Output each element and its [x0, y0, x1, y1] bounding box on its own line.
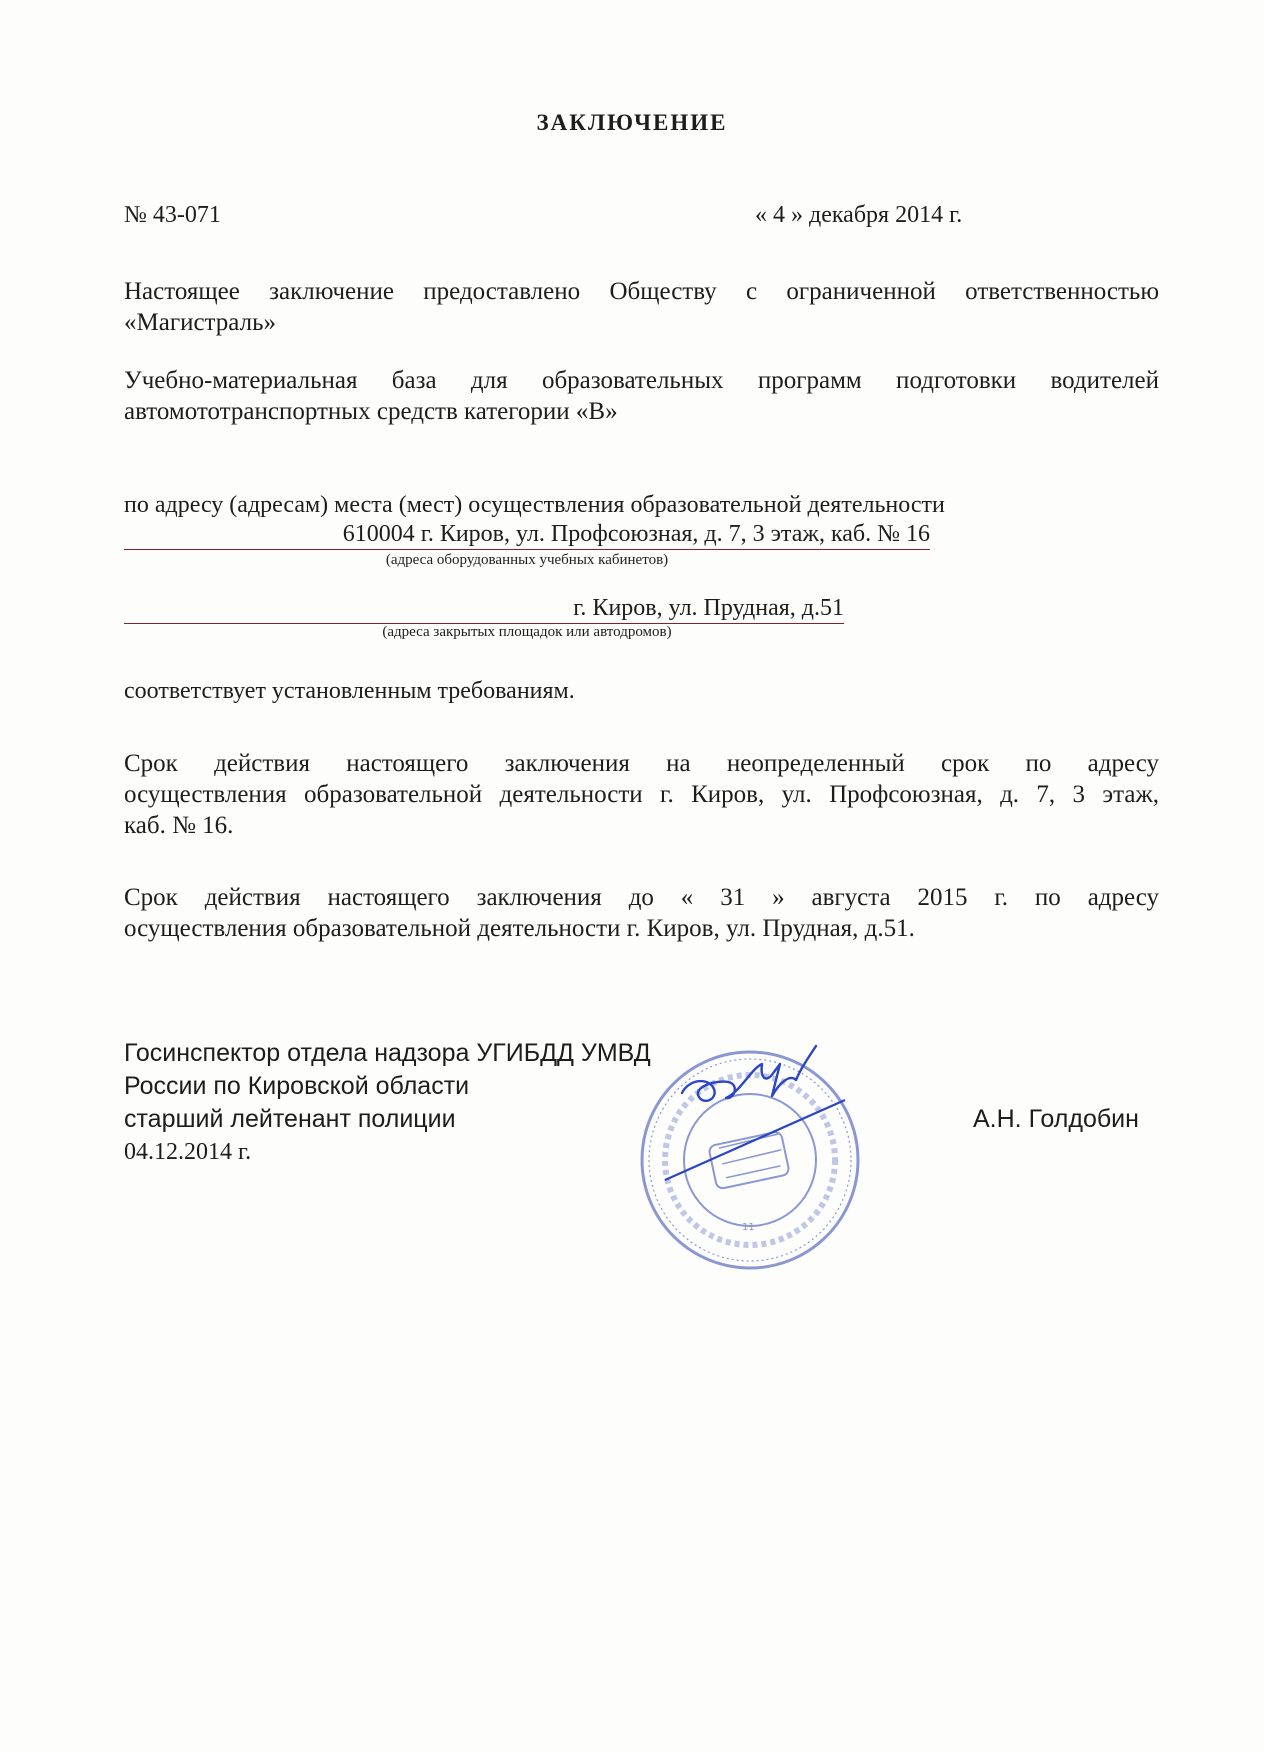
address-classrooms-caption: (адреса оборудованных учебных кабинетов) — [385, 552, 669, 568]
address-classrooms: 610004 г. Киров, ул. Профсоюзная, д. 7, 3 этаж, каб. № 16 — [124, 519, 930, 550]
validity-2-line1: Срок действия настоящего заключения до « 31 » августа 2015 г. по адресу — [124, 884, 1159, 911]
validity-1-line3: каб. № 16. — [124, 812, 234, 839]
stamp-outer-ring — [642, 1052, 858, 1268]
stamp-emblem — [708, 1131, 790, 1189]
validity-1-line1: Срок действия настоящего заключения на неопределенный срок по адресу — [124, 750, 1159, 777]
document-number: № 43-071 — [124, 202, 221, 228]
provided-to-line2: «Магистраль» — [124, 309, 276, 336]
provided-to-line1: Настоящее заключение предоставлено Обществу с ограниченной ответственностью — [124, 278, 1159, 305]
validity-1-line2: осуществления образовательной деятельности г. Киров, ул. Профсоюзная, д. 7, 3 этаж, — [124, 781, 1159, 808]
stamp-inner-ring — [684, 1094, 816, 1226]
document-date: « 4 » декабря 2014 г. — [755, 202, 963, 228]
stamp-text-ring — [665, 1075, 835, 1245]
official-stamp — [630, 1040, 870, 1280]
stamp-number: 11 — [742, 1222, 755, 1233]
signer-position-line2: России по Кировской области — [124, 1072, 470, 1100]
base-line1: Учебно-материальная база для образовательных программ подготовки водителей — [124, 367, 1159, 394]
signature-date: 04.12.2014 г. — [124, 1139, 252, 1165]
stamp-emblem-lines — [718, 1134, 783, 1178]
address-intro: по адресу (адресам) места (мест) осуществления образовательной деятельности — [124, 492, 945, 518]
base-line2: автомототранспортных средств категории «В» — [124, 398, 618, 425]
address-sites-caption: (адреса закрытых площадок или автодромов) — [382, 624, 672, 640]
address-sites: г. Киров, ул. Прудная, д.51 — [124, 593, 844, 624]
signer-position-line1: Госинспектор отдела надзора УГИБДД УМВД — [124, 1039, 651, 1067]
signer-rank: старший лейтенант полиции — [124, 1105, 456, 1133]
validity-2-line2: осуществления образовательной деятельности г. Киров, ул. Прудная, д.51. — [124, 915, 915, 942]
compliance-text: соответствует установленным требованиям. — [124, 678, 575, 704]
signer-name: А.Н. Голдобин — [973, 1105, 1139, 1133]
document-title: ЗАКЛЮЧЕНИЕ — [536, 110, 728, 135]
stamp-seal — [642, 1052, 858, 1268]
signature-stroke-long — [665, 1100, 845, 1180]
